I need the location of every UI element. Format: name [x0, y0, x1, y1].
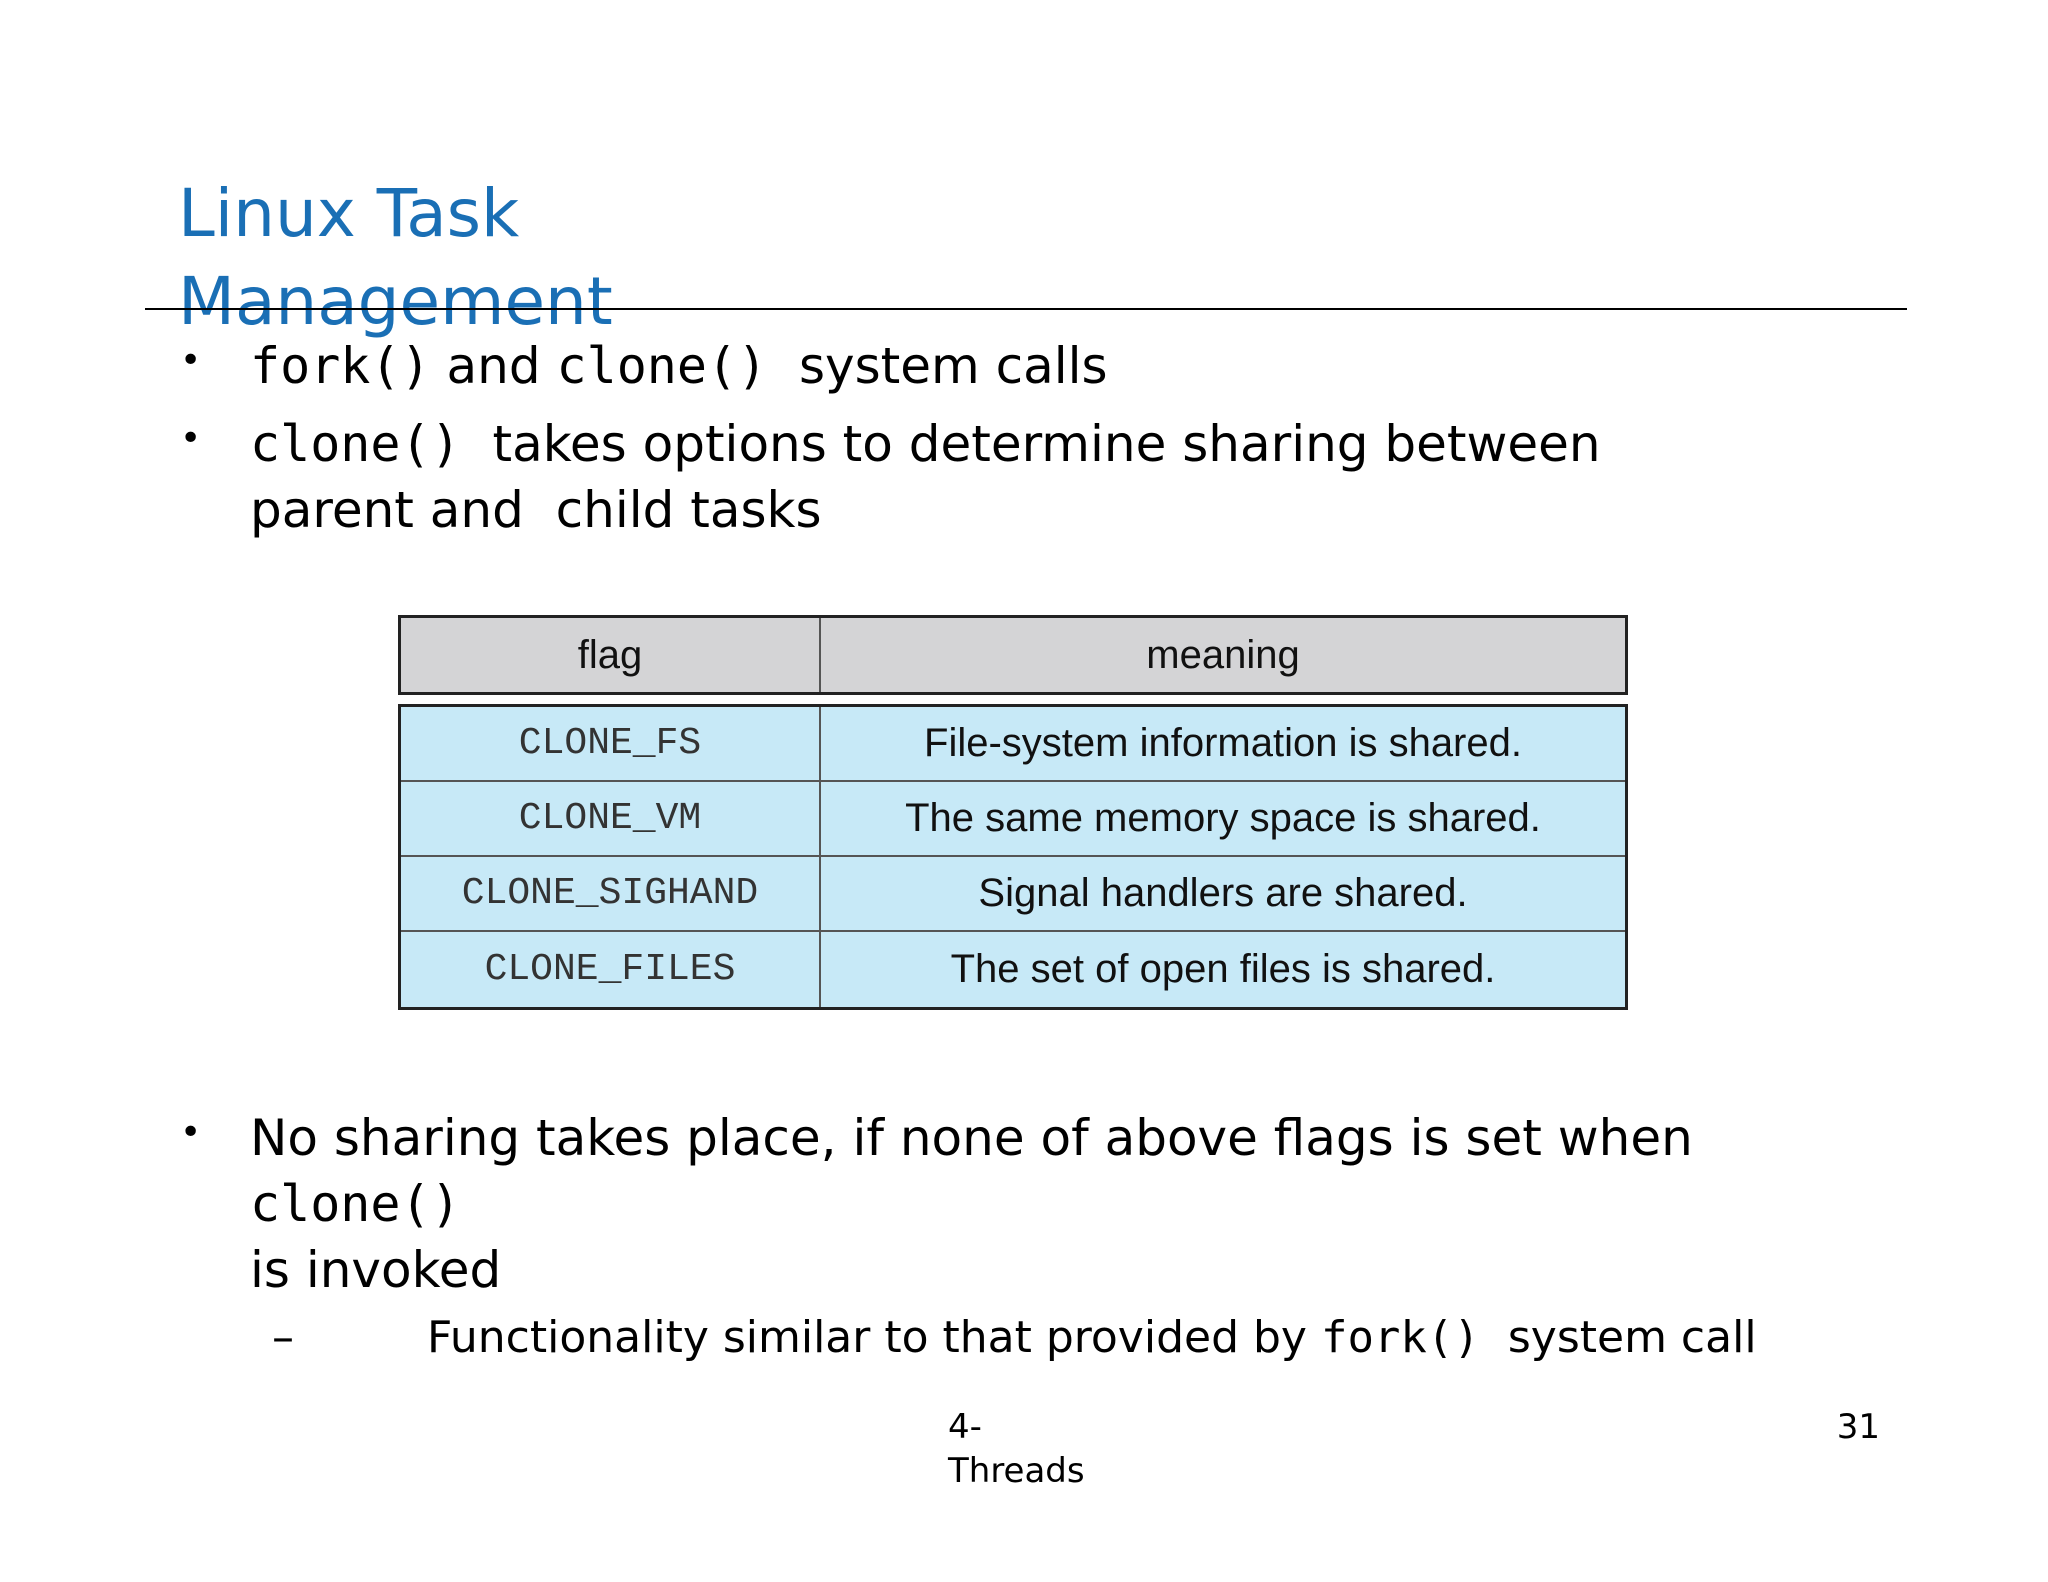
sub-bullet-marker: –: [272, 1312, 294, 1363]
text-functionality: Functionality similar to that provided by: [427, 1312, 1321, 1363]
bullet-marker: •: [180, 418, 202, 459]
footer-chapter-number: 4-: [948, 1407, 982, 1447]
table-header: [398, 615, 1628, 695]
cell-flag: CLONE_FS: [401, 707, 821, 780]
slide-title: Linux Task Management: [178, 175, 613, 340]
text-parent-child: parent and child tasks: [250, 481, 822, 539]
code-clone: clone(): [250, 415, 461, 473]
page-number: 31: [1836, 1407, 1880, 1447]
cell-meaning: The same memory space is shared.: [905, 796, 1541, 840]
table-row: [401, 782, 1625, 857]
title-divider: [145, 308, 1907, 310]
text-system-calls: system calls: [767, 337, 1108, 395]
table-row: [401, 932, 1625, 1007]
text-options: takes options to determine sharing between: [460, 415, 1601, 473]
text-no-sharing: No sharing takes place, if none of above flags is set when: [250, 1109, 1693, 1167]
table-row: [401, 707, 1625, 782]
footer-chapter: [948, 1405, 1148, 1493]
footer-chapter-name: Threads: [948, 1451, 1085, 1491]
cell-meaning: The set of open files is shared.: [950, 947, 1496, 991]
text-system-call: system call: [1479, 1312, 1757, 1363]
header-flag: flag: [401, 618, 821, 692]
code-fork: fork(): [250, 337, 431, 395]
bullet-marker: •: [180, 1112, 202, 1153]
clone-flags-table: [398, 615, 1628, 1010]
cell-meaning: Signal handlers are shared.: [978, 871, 1468, 915]
header-meaning: meaning: [1146, 632, 1300, 677]
code-clone: clone(): [556, 337, 768, 395]
table-body: [398, 704, 1628, 1010]
bullet-text: [250, 1105, 1693, 1303]
cell-flag: CLONE_VM: [401, 782, 821, 855]
text-is-invoked: is invoked: [250, 1241, 502, 1299]
cell-flag: CLONE_SIGHAND: [401, 857, 821, 930]
sub-bullet-text: [427, 1308, 1757, 1368]
bullet-text: [250, 333, 1108, 399]
code-fork: fork(): [1320, 1312, 1480, 1363]
cell-meaning: File-system information is shared.: [924, 721, 1522, 765]
cell-flag: CLONE_FILES: [401, 932, 821, 1007]
code-clone: clone(): [250, 1175, 461, 1233]
table-row: [401, 857, 1625, 932]
text-and: and: [430, 337, 557, 395]
bullet-text: [250, 411, 1601, 543]
bullet-marker: •: [180, 340, 202, 381]
